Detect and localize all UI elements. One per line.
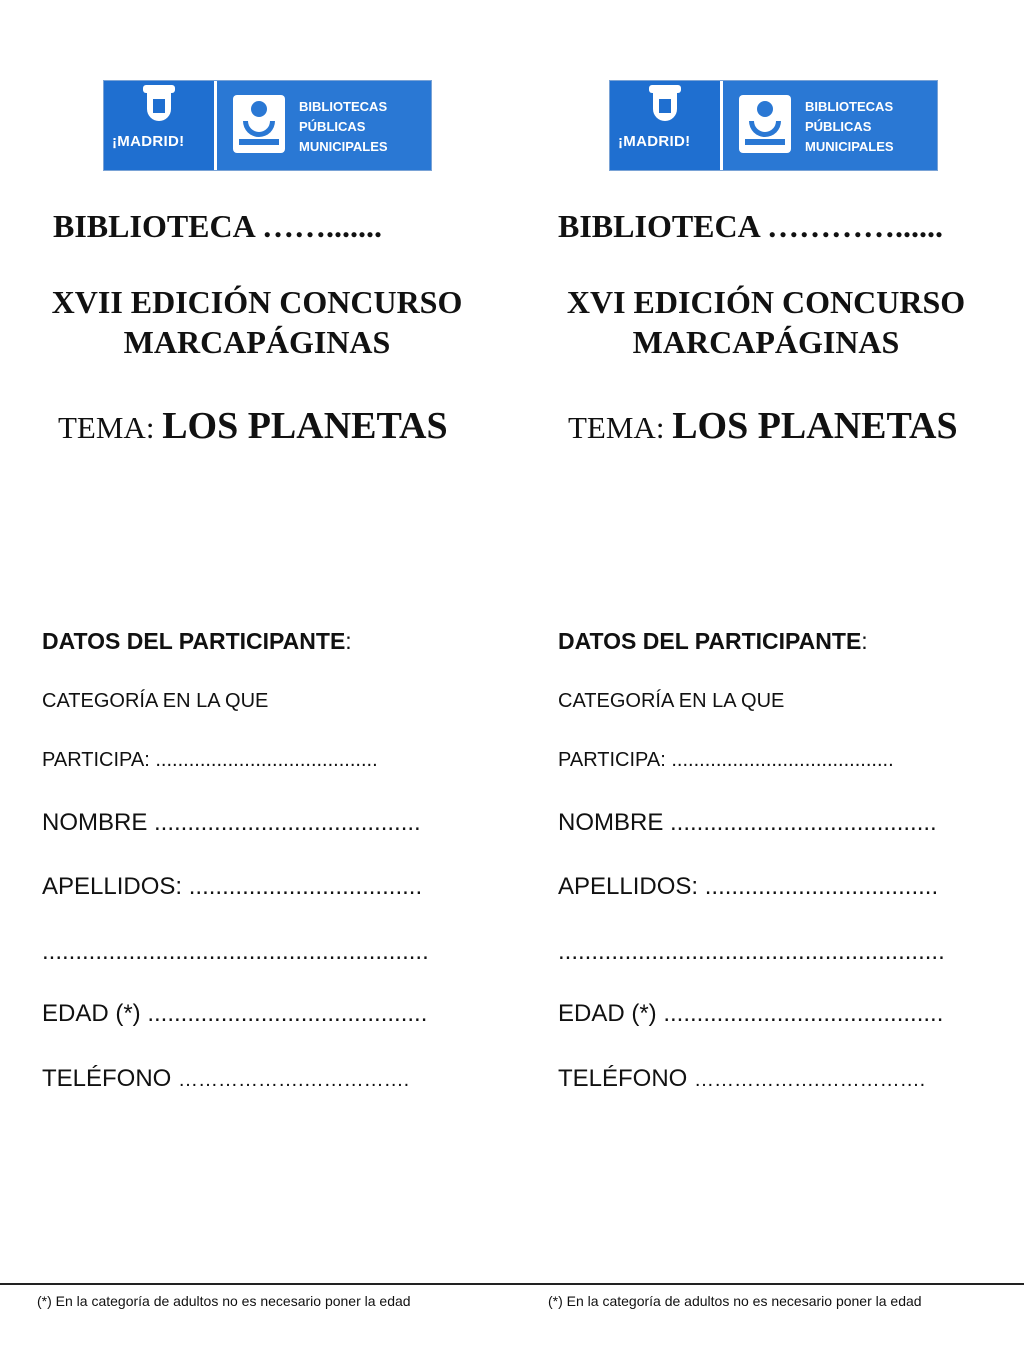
telefono-field[interactable]: TELÉFONO ……………….…………….	[42, 1065, 410, 1092]
footnote-left: (*) En la categoría de adultos no es necesario poner la edad	[37, 1293, 411, 1309]
biblioteca-heading: BIBLIOTECA …….......	[53, 208, 382, 244]
tema-label: TEMA:	[568, 410, 673, 445]
edicion-title: XVI EDICIÓN CONCURSO MARCAPÁGINAS	[566, 284, 966, 360]
madrid-wordmark: ¡MADRID!	[112, 133, 185, 150]
apellidos-field[interactable]: APELLIDOS: ...................................	[42, 873, 423, 900]
tema-value: LOS PLANETAS	[672, 405, 958, 447]
bookmark-right	[510, 0, 1022, 1280]
bibliotecas-wordmark: BIBLIOTECAS PÚBLICAS MUNICIPALES	[805, 99, 894, 154]
madrid-shield-icon	[147, 91, 171, 121]
madrid-logo	[610, 81, 720, 170]
tema-line	[568, 404, 958, 448]
tema-value: LOS PLANETAS	[162, 405, 448, 447]
participa-field[interactable]: PARTICIPA: ........................................	[558, 749, 894, 771]
logo-banner	[103, 80, 432, 171]
edad-field[interactable]: EDAD (*) ..........................................	[42, 1000, 428, 1027]
tema-label: TEMA:	[58, 410, 163, 445]
participa-field[interactable]: PARTICIPA: ........................................	[42, 749, 378, 771]
footer-divider	[0, 1283, 1024, 1285]
logo-banner	[609, 80, 938, 171]
nombre-field[interactable]: NOMBRE ........................................	[42, 809, 421, 836]
categoria-label: CATEGORÍA EN LA QUE	[42, 690, 269, 712]
bibliotecas-logo	[214, 81, 431, 170]
footnote-right: (*) En la categoría de adultos no es necesario poner la edad	[548, 1293, 922, 1309]
telefono-field[interactable]: TELÉFONO ……………….…………….	[558, 1065, 926, 1092]
reader-icon	[233, 95, 285, 153]
categoria-label: CATEGORÍA EN LA QUE	[558, 690, 785, 712]
reader-icon	[739, 95, 791, 153]
madrid-logo	[104, 81, 214, 170]
apellidos-continuation-field[interactable]: ..........................................................	[42, 938, 429, 965]
bibliotecas-logo	[720, 81, 937, 170]
edicion-title: XVII EDICIÓN CONCURSO MARCAPÁGINAS	[51, 284, 463, 360]
apellidos-field[interactable]: APELLIDOS: ...................................	[558, 873, 939, 900]
nombre-field[interactable]: NOMBRE ........................................	[558, 809, 937, 836]
bookmark-left	[0, 0, 512, 1280]
madrid-shield-icon	[653, 91, 677, 121]
bibliotecas-wordmark: BIBLIOTECAS PÚBLICAS MUNICIPALES	[299, 99, 388, 154]
datos-heading: DATOS DEL PARTICIPANTE:	[558, 628, 868, 654]
datos-heading: DATOS DEL PARTICIPANTE:	[42, 628, 352, 654]
madrid-wordmark: ¡MADRID!	[618, 133, 691, 150]
apellidos-continuation-field[interactable]: ..........................................................	[558, 938, 945, 965]
edad-field[interactable]: EDAD (*) ..........................................	[558, 1000, 944, 1027]
biblioteca-heading: BIBLIOTECA …………......	[558, 208, 943, 244]
tema-line	[58, 404, 448, 448]
